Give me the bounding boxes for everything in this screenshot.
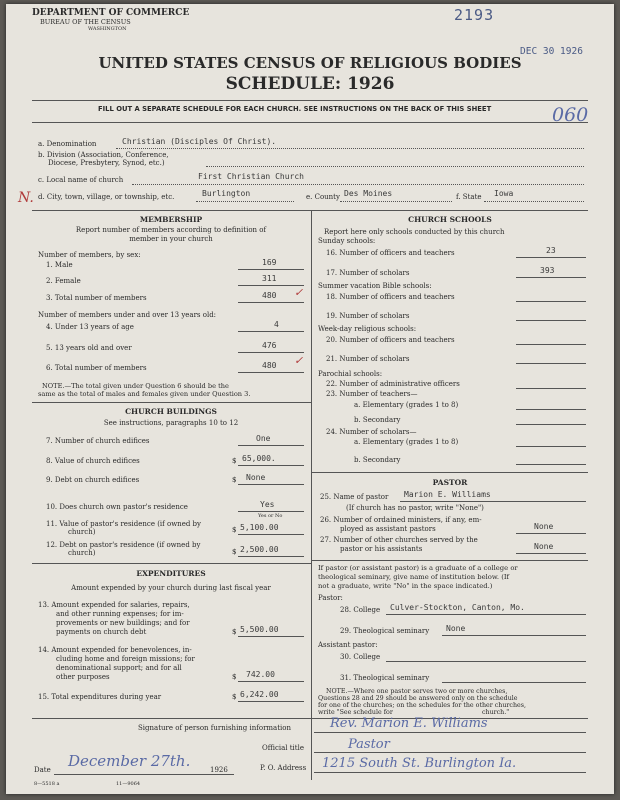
division-label-2: Diocese, Presbytery, Synod, etc.) (48, 159, 165, 167)
q4-line (238, 331, 304, 332)
date-line (54, 774, 234, 775)
county-line (340, 201, 452, 202)
signature-field[interactable]: Rev. Marion E. Williams (330, 716, 488, 731)
q24b-line[interactable] (516, 464, 586, 465)
graduate-instructions-3: not a graduate, write "No" in the space indicated.) (318, 582, 493, 590)
q9-dollar: $ (232, 476, 237, 484)
q21-line[interactable] (516, 363, 586, 364)
form-number: 8—5518 a (34, 781, 60, 787)
q5-line (238, 352, 304, 353)
sunday-label: Sunday schools: (318, 237, 376, 245)
membership-intro-2: member in your church (129, 235, 213, 243)
q26-field[interactable]: None (534, 522, 554, 531)
q12-label-2: church) (68, 549, 96, 557)
q18-line[interactable] (516, 301, 586, 302)
q31-label: 31. Theological seminary (340, 674, 430, 682)
q2-label: 2. Female (46, 277, 81, 285)
q13-label-3: provements or new buildings; and for (56, 619, 190, 627)
expenditures-intro: Amount expended by your church during last fiscal year (71, 584, 271, 592)
local-name-line (132, 184, 584, 185)
q4-label: 4. Under 13 years of age (46, 323, 134, 331)
local-name-field[interactable]: First Christian Church (198, 172, 304, 181)
q11-dollar: $ (232, 526, 237, 534)
under-over-label: Number of members under and over 13 years old: (38, 311, 217, 319)
census-schedule-page (6, 4, 614, 794)
membership-divider (32, 402, 311, 403)
q19-label: 19. Number of scholars (326, 312, 410, 320)
q17-line (516, 277, 586, 278)
q12-label: 12. Debt on pastor's residence (if owned by (46, 541, 201, 549)
address-label: P. O. Address (260, 764, 307, 772)
q6-field[interactable]: 480 (262, 361, 277, 370)
q14-label-3: denominational support; and for all (56, 664, 182, 672)
q9-line (238, 484, 304, 485)
graduate-instructions: If pastor (or assistant pastor) is a graduate of a college or (318, 564, 518, 572)
schedule-title: SCHEDULE: 1926 (225, 74, 395, 94)
q1-field[interactable]: 169 (262, 258, 277, 267)
q8-label: 8. Value of church edifices (46, 457, 140, 465)
signature-divider (32, 718, 588, 719)
q2-field[interactable]: 311 (262, 274, 277, 283)
q15-dollar: $ (232, 693, 237, 701)
q30-label: 30. College (340, 653, 381, 661)
q29-line (442, 635, 586, 636)
denomination-field[interactable]: Christian (Disciples Of Christ). (122, 137, 277, 146)
q14-field[interactable]: 742.00 (246, 670, 275, 679)
q16-label: 16. Number of officers and teachers (326, 249, 455, 257)
q8-field[interactable]: 65,000. (242, 454, 276, 463)
pastor-note-4b: church." (482, 709, 510, 716)
q8-line (238, 465, 304, 466)
q27-field[interactable]: None (534, 542, 554, 551)
q25-hint: (If church has no pastor, write "None") (346, 504, 484, 512)
q3-line (238, 302, 304, 303)
q9-field[interactable]: None (246, 473, 266, 482)
signature-label: Signature of person furnishing information (138, 724, 292, 732)
q14-label: 14. Amount expended for benevolences, in- (38, 646, 192, 654)
q5-label: 5. 13 years old and over (46, 344, 132, 352)
q28-line (386, 614, 586, 615)
q30-line[interactable] (386, 661, 586, 662)
q29-field[interactable]: None (446, 624, 466, 633)
column-divider (311, 210, 312, 780)
division-line[interactable] (206, 166, 584, 167)
q6-label: 6. Total number of members (46, 364, 147, 372)
q12-field[interactable]: 2,500.00 (240, 545, 279, 554)
city-name: WASHINGTON (88, 26, 127, 32)
membership-note-2: same as the total of males and females given under Question 3. (38, 390, 251, 398)
q20-label: 20. Number of officers and teachers (326, 336, 455, 344)
membership-intro: Report number of members according to definition of (75, 226, 267, 234)
q13-label: 13. Amount expended for salaries, repairs, (38, 601, 190, 609)
q27-label: 27. Number of other churches served by the (320, 536, 478, 544)
official-title-label: Official title (262, 744, 304, 752)
expenditures-heading: EXPENDITURES (136, 569, 206, 578)
q8-dollar: $ (232, 457, 237, 465)
code-annotation: 060 (552, 104, 589, 126)
q24-label: 24. Number of scholars— (326, 428, 417, 436)
q22-line[interactable] (516, 388, 586, 389)
county-label: e. County (306, 193, 340, 201)
date-field[interactable]: December 27th. (68, 752, 191, 770)
q3-field[interactable]: 480 (262, 291, 277, 300)
instruction-line: FILL OUT A SEPARATE SCHEDULE FOR EACH CHURCH. SEE INSTRUCTIONS ON THE BACK OF THIS SHEET (98, 105, 492, 113)
q15-field[interactable]: 6,242.00 (240, 690, 279, 699)
county-field[interactable]: Des Moines (344, 189, 393, 198)
signature-line (314, 732, 586, 733)
state-line (484, 201, 584, 202)
q26-label-2: ployed as assistant pastors (340, 525, 436, 533)
q26-line (516, 533, 586, 534)
q15-line (238, 701, 304, 702)
q28-field[interactable]: Culver-Stockton, Canton, Mo. (390, 603, 525, 612)
q11-field[interactable]: 5,100.00 (240, 523, 279, 532)
city-label: d. City, town, village, or township, etc. (38, 193, 175, 201)
q22-label: 22. Number of administrative officers (326, 380, 460, 388)
q26-label: 26. Number of ordained ministers, if any, em- (320, 516, 482, 524)
title-divider (32, 100, 588, 101)
check-mark-icon: ✓ (294, 286, 304, 299)
q3-label: 3. Total number of members (46, 294, 147, 302)
check-mark-icon: ✓ (294, 354, 304, 367)
q11-label: 11. Value of pastor's residence (if owned by (46, 520, 201, 528)
department-name: DEPARTMENT OF COMMERCE (32, 8, 190, 18)
q15-label: 15. Total expenditures during year (38, 693, 162, 701)
bureau-name: BUREAU OF THE CENSUS (40, 18, 131, 26)
q28-label: 28. College (340, 606, 381, 614)
form-title: UNITED STATES CENSUS OF RELIGIOUS BODIES (98, 54, 522, 72)
date-label: Date (34, 766, 51, 774)
graduate-instructions-2: theological seminary, give name of institution below. (If (318, 573, 510, 581)
q27-label-2: pastor or his assistants (340, 545, 423, 553)
schools-intro: Report here only schools conducted by this church (324, 228, 505, 236)
q13-field[interactable]: 5,500.00 (240, 625, 279, 634)
q10-hint: Yes or No (258, 513, 283, 519)
q7-field[interactable]: One (256, 434, 271, 443)
received-date-stamp: DEC 30 1926 (520, 46, 583, 57)
division-label: b. Division (Association, Conference, (38, 151, 169, 159)
weekday-label: Week-day religious schools: (318, 325, 417, 333)
buildings-instructions: See instructions, paragraphs 10 to 12 (103, 419, 239, 427)
q23-label: 23. Number of teachers— (326, 390, 418, 398)
by-sex-label: Number of members, by sex: (38, 251, 141, 259)
official-title-field[interactable]: Pastor (348, 737, 390, 752)
address-line (314, 772, 586, 773)
q7-label: 7. Number of church edifices (46, 437, 150, 445)
assistant-sublabel: Assistant pastor: (318, 641, 378, 649)
q23b-line[interactable] (516, 424, 586, 425)
parochial-label: Parochial schools: (318, 370, 383, 378)
q27-line (516, 553, 586, 554)
q20-line[interactable] (516, 344, 586, 345)
section-divider-top (32, 210, 588, 211)
q12-line (238, 556, 304, 557)
q19-line[interactable] (516, 320, 586, 321)
q24a-line[interactable] (516, 446, 586, 447)
q11-label-2: church) (68, 528, 96, 536)
q9-label: 9. Debt on church edifices (46, 476, 140, 484)
q7-line (238, 445, 304, 446)
buildings-heading: CHURCH BUILDINGS (125, 407, 217, 416)
state-label: f. State (456, 193, 482, 201)
denomination-label: a. Denomination (38, 140, 97, 148)
pastor-sublabel: Pastor: (318, 594, 343, 602)
q13-label-2: and other running expenses; for im- (56, 610, 184, 618)
pastor-note-2: Questions 28 and 29 should be answered only on the schedule (318, 695, 518, 702)
q10-label: 10. Does church own pastor's residence (46, 503, 188, 511)
q24b-label: b. Secondary (354, 456, 401, 464)
denomination-line (116, 148, 584, 149)
pastor-note-4: write "See schedule for (318, 709, 393, 716)
q21-label: 21. Number of scholars (326, 355, 410, 363)
city-line (196, 201, 294, 202)
q14-label-2: cluding home and foreign missions; for (56, 655, 195, 663)
q6-line (238, 372, 304, 373)
q13-label-4: payments on church debt (56, 628, 147, 636)
city-field[interactable]: Burlington (202, 189, 251, 198)
buildings-divider (32, 563, 311, 564)
address-field[interactable]: 1215 South St. Burlington Ia. (322, 756, 517, 771)
official-title-line (314, 752, 586, 753)
date-year: 1926 (210, 766, 228, 774)
q17-label: 17. Number of scholars (326, 269, 410, 277)
q29-label: 29. Theological seminary (340, 627, 430, 635)
q24a-label: a. Elementary (grades 1 to 8) (354, 438, 459, 446)
q12-dollar: $ (232, 548, 237, 556)
pastor-note-3: for one of the churches; on the schedules for the other churches, (318, 702, 526, 709)
q25-line (400, 501, 586, 502)
q13-dollar: $ (232, 628, 237, 636)
q23a-line[interactable] (516, 409, 586, 410)
print-number: 11—9064 (116, 781, 141, 787)
q14-line (238, 681, 304, 682)
q18-label: 18. Number of officers and teachers (326, 293, 455, 301)
margin-mark: N. (18, 190, 34, 206)
q23a-label: a. Elementary (grades 1 to 8) (354, 401, 459, 409)
q1-line (238, 269, 304, 270)
q1-label: 1. Male (46, 261, 73, 269)
schools-heading: CHURCH SCHOOLS (408, 215, 492, 224)
q17-field[interactable]: 393 (540, 266, 555, 275)
q25-label: 25. Name of pastor (320, 493, 389, 501)
instruction-divider (32, 122, 588, 123)
q23b-label: b. Secondary (354, 416, 401, 424)
pastor-divider (311, 560, 588, 561)
pastor-note: NOTE.—Where one pastor serves two or more churches, (326, 688, 508, 695)
local-name-label: c. Local name of church (38, 176, 124, 184)
q11-line (238, 534, 304, 535)
q14-label-4: other purposes (56, 673, 110, 681)
q10-field[interactable]: Yes (260, 500, 275, 509)
membership-note: NOTE.—The total given under Question 6 should be the (42, 382, 229, 390)
pastor-heading: PASTOR (432, 478, 468, 487)
q16-line (516, 257, 586, 258)
q16-field[interactable]: 23 (546, 246, 556, 255)
file-number-stamp: 2193 (454, 6, 495, 24)
q4-field[interactable]: 4 (274, 320, 279, 329)
schools-divider (311, 472, 588, 473)
state-field[interactable]: Iowa (494, 189, 514, 198)
membership-heading: MEMBERSHIP (139, 215, 203, 224)
q5-field[interactable]: 476 (262, 341, 277, 350)
summer-label: Summer vacation Bible schools: (318, 282, 432, 290)
q14-dollar: $ (232, 673, 237, 681)
q25-field[interactable]: Marion E. Williams (404, 490, 491, 499)
q13-line (238, 636, 304, 637)
q31-line[interactable] (442, 682, 586, 683)
